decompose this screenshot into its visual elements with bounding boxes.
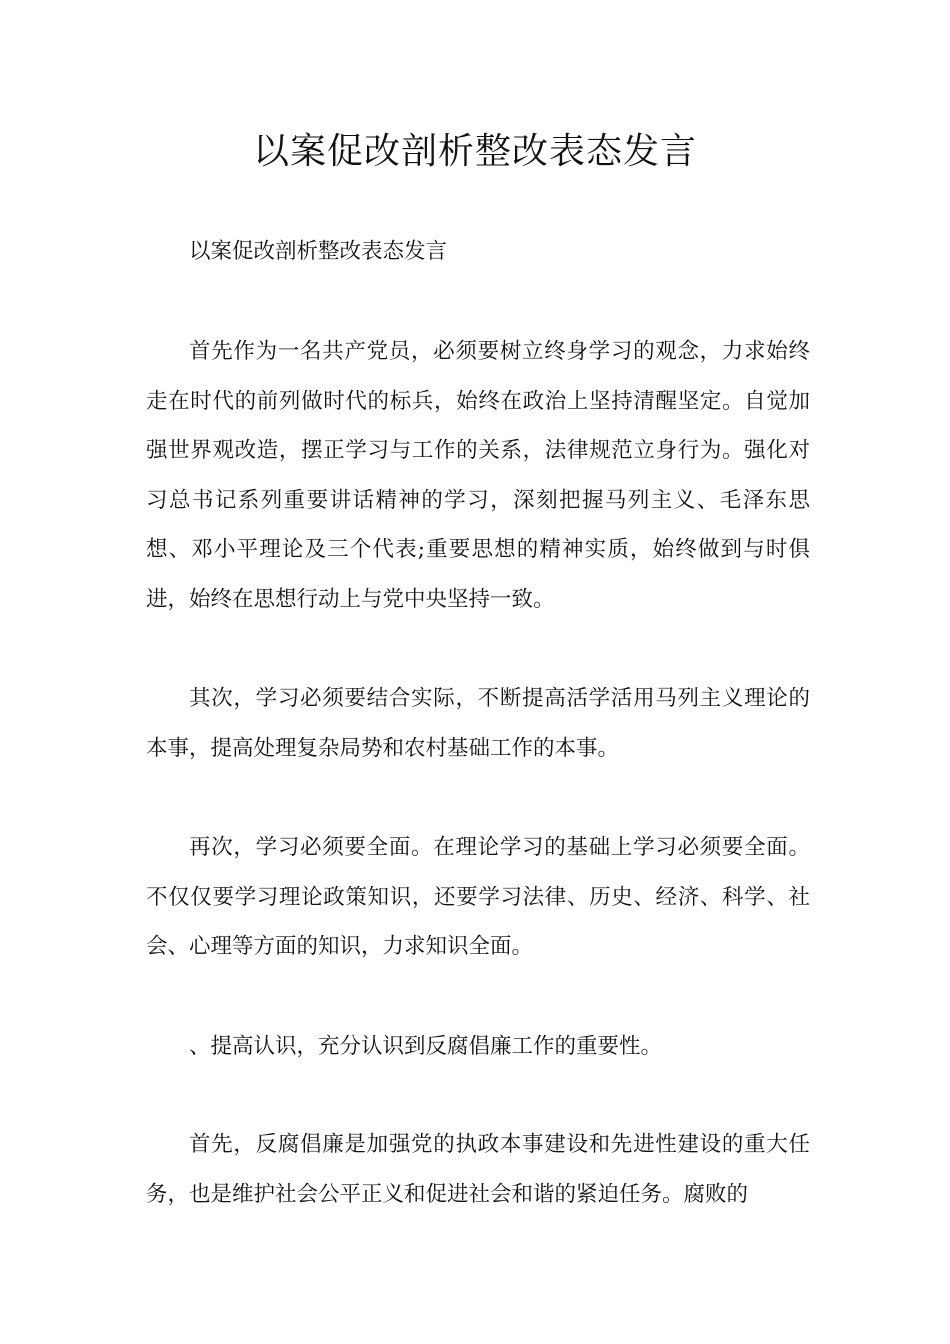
paragraph-2: 其次，学习必须要结合实际，不断提高活学活用马列主义理论的本事，提高处理复杂局势和农村基础工作的本事。 (146, 686, 810, 761)
document-subtitle: 以案促改剖析整改表态发言 (189, 239, 448, 264)
paragraph-5: 首先，反腐倡廉是加强党的执政本事建设和先进性建设的重大任务，也是维护社会公平正义和促进社会和谐的紧迫任务。腐败的 (146, 1132, 810, 1207)
paragraph-4: 、提高认识，充分认识到反腐倡廉工作的重要性。 (189, 1034, 663, 1059)
paragraph-1: 首先作为一名共产党员，必须要树立终身学习的观念，力求始终走在时代的前列做时代的标兵，始终在政治上坚持清醒坚定。自觉加强世界观改造，摆正学习与工作的关系，法律规范立身行为。强化对习总书记系列重要讲话精神的学习，深刻把握马列主义、毛泽东思想、邓小平理论及三个代表;重要思想的精神实质，始终做到与时俱进，始终在思想行动上与党中央坚持一致。 (146, 339, 810, 612)
paragraph-3: 再次，学习必须要全面。在理论学习的基础上学习必须要全面。不仅仅要学习理论政策知识，还要学习法律、历史、经济、科学、社会、心理等方面的知识，力求知识全面。 (146, 835, 810, 959)
document-title: 以案促改剖析整改表态发言 (252, 131, 697, 172)
